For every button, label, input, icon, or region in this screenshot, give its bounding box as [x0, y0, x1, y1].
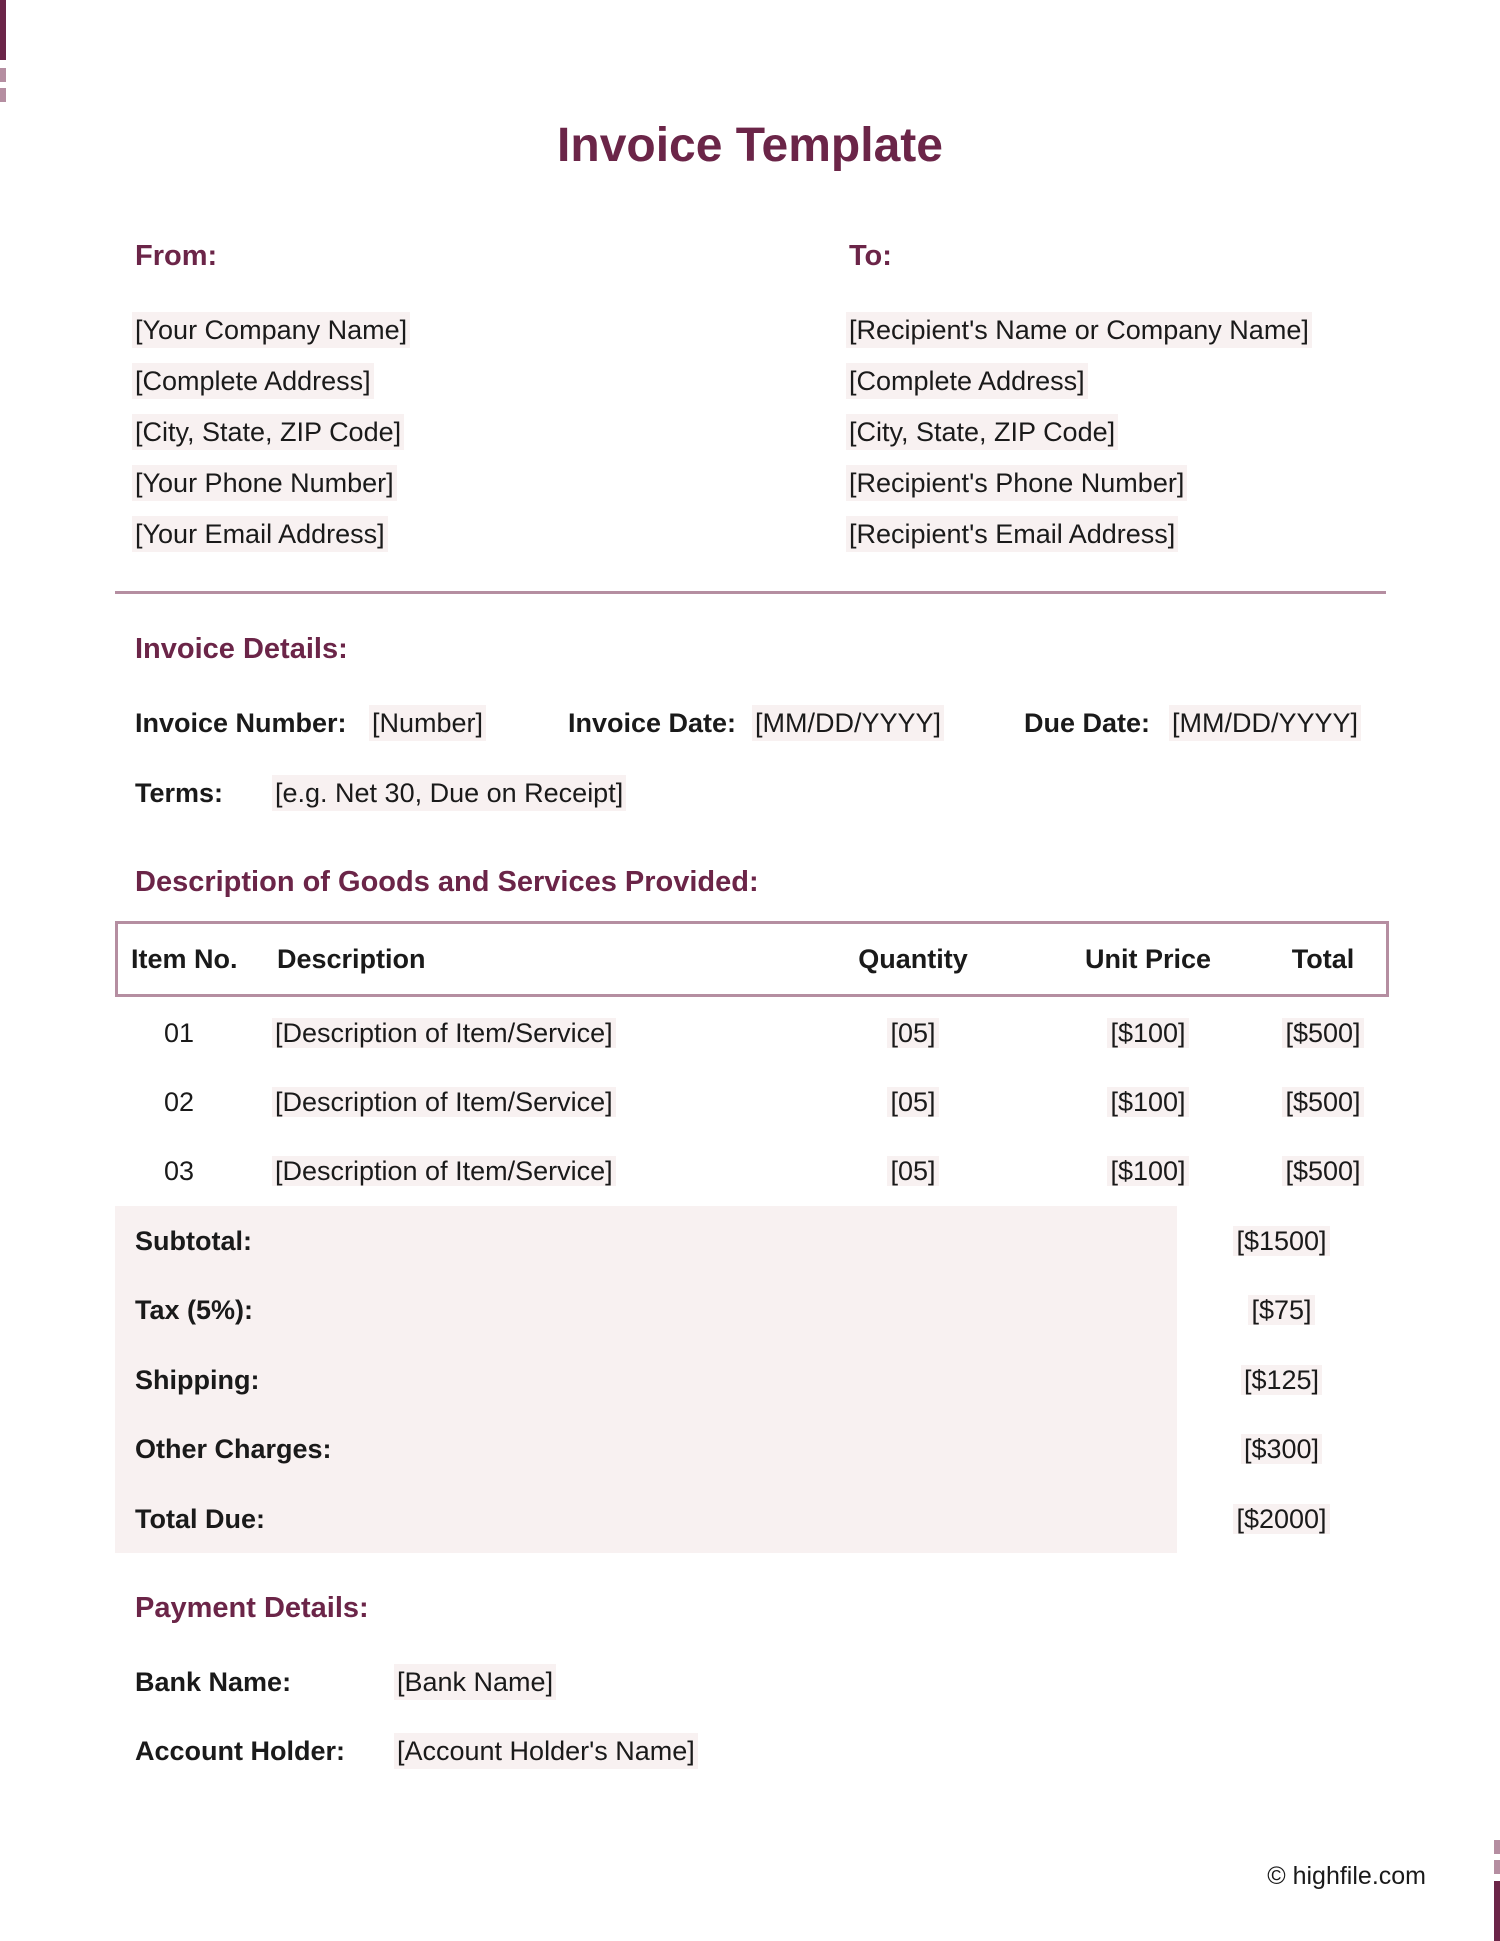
corner-decoration-top-left-dash — [0, 68, 6, 82]
quantity-field[interactable]: [05] — [887, 1087, 938, 1117]
description-cell[interactable] — [272, 998, 616, 1068]
unit-price-cell[interactable] — [1058, 998, 1238, 1068]
invoice-date-label: Invoice Date: — [568, 708, 737, 738]
from-address[interactable]: [Complete Address] — [132, 363, 374, 399]
to-heading: To: — [849, 240, 892, 272]
tax-label: Tax (5%): — [135, 1295, 254, 1325]
total-field[interactable]: [$500] — [1282, 1018, 1363, 1048]
corner-decoration-bottom-right-dash — [1494, 1860, 1500, 1874]
other-charges-label: Other Charges: — [135, 1434, 332, 1464]
goods-heading: Description of Goods and Services Provided: — [135, 866, 759, 898]
terms-field[interactable]: [e.g. Net 30, Due on Receipt] — [272, 775, 626, 811]
summary-row-total-due — [115, 1484, 1386, 1554]
column-header-quantity: Quantity — [858, 944, 968, 974]
corner-decoration-top-left — [0, 0, 6, 60]
other-charges-value[interactable] — [1177, 1414, 1386, 1484]
corner-decoration-bottom-right-dash — [1494, 1840, 1500, 1854]
invoice-details-heading: Invoice Details: — [135, 633, 348, 665]
unit-price-cell[interactable] — [1058, 1136, 1238, 1206]
unit-price-field[interactable]: [$100] — [1107, 1087, 1188, 1117]
bank-name-label: Bank Name: — [135, 1667, 292, 1697]
table-row — [115, 1067, 1386, 1137]
terms-label: Terms: — [135, 778, 224, 808]
due-date-field[interactable]: [MM/DD/YYYY] — [1169, 705, 1361, 741]
account-holder-field[interactable]: [Account Holder's Name] — [394, 1733, 698, 1769]
total-cell[interactable] — [1263, 998, 1383, 1068]
shipping-field[interactable]: [$125] — [1241, 1365, 1322, 1395]
total-due-field[interactable]: [$2000] — [1233, 1504, 1329, 1534]
summary-row-other-charges — [115, 1414, 1386, 1484]
column-header-description: Description — [277, 944, 426, 974]
section-divider — [115, 591, 1386, 594]
tax-value[interactable] — [1177, 1275, 1386, 1345]
total-cell[interactable] — [1263, 1136, 1383, 1206]
total-field[interactable]: [$500] — [1282, 1156, 1363, 1186]
invoice-number-label: Invoice Number: — [135, 708, 347, 738]
other-charges-field[interactable]: [$300] — [1241, 1434, 1322, 1464]
item-no-cell: 03 — [163, 1156, 195, 1186]
description-field[interactable]: [Description of Item/Service] — [272, 1018, 616, 1048]
bank-name-field[interactable]: [Bank Name] — [394, 1664, 556, 1700]
from-company-name[interactable]: [Your Company Name] — [132, 312, 410, 348]
subtotal-label: Subtotal: — [135, 1226, 252, 1256]
invoice-date-field[interactable]: [MM/DD/YYYY] — [752, 705, 944, 741]
to-city-state-zip[interactable]: [City, State, ZIP Code] — [846, 414, 1118, 450]
subtotal-field[interactable]: [$1500] — [1233, 1226, 1329, 1256]
total-field[interactable]: [$500] — [1282, 1087, 1363, 1117]
page-title: Invoice Template — [557, 119, 943, 172]
subtotal-value[interactable] — [1177, 1206, 1386, 1276]
shipping-label: Shipping: — [135, 1365, 260, 1395]
summary-row-tax — [115, 1275, 1386, 1345]
description-cell[interactable] — [272, 1136, 616, 1206]
item-no-cell: 01 — [163, 1018, 195, 1048]
table-header — [115, 921, 1389, 997]
due-date-label: Due Date: — [1024, 708, 1151, 738]
total-due-value[interactable] — [1177, 1484, 1386, 1554]
copyright-footer: © highfile.com — [1267, 1862, 1426, 1890]
from-phone[interactable]: [Your Phone Number] — [132, 465, 397, 501]
from-city-state-zip[interactable]: [City, State, ZIP Code] — [132, 414, 404, 450]
corner-decoration-top-left-dash — [0, 88, 6, 102]
from-email[interactable]: [Your Email Address] — [132, 516, 388, 552]
unit-price-field[interactable]: [$100] — [1107, 1018, 1188, 1048]
to-phone[interactable]: [Recipient's Phone Number] — [846, 465, 1187, 501]
total-cell[interactable] — [1263, 1067, 1383, 1137]
description-field[interactable]: [Description of Item/Service] — [272, 1156, 616, 1186]
to-address[interactable]: [Complete Address] — [846, 363, 1088, 399]
quantity-field[interactable]: [05] — [887, 1018, 938, 1048]
table-row — [115, 998, 1386, 1068]
invoice-number-field[interactable]: [Number] — [369, 705, 486, 741]
to-recipient-name[interactable]: [Recipient's Name or Company Name] — [846, 312, 1312, 348]
item-no-cell: 02 — [163, 1087, 195, 1117]
shipping-value[interactable] — [1177, 1345, 1386, 1415]
tax-field[interactable]: [$75] — [1248, 1295, 1314, 1325]
quantity-cell[interactable] — [853, 998, 973, 1068]
description-field[interactable]: [Description of Item/Service] — [272, 1087, 616, 1117]
summary-row-subtotal — [115, 1206, 1386, 1276]
column-header-item-no: Item No. — [131, 944, 238, 974]
payment-details-heading: Payment Details: — [135, 1592, 369, 1624]
quantity-field[interactable]: [05] — [887, 1156, 938, 1186]
column-header-total: Total — [1291, 944, 1355, 974]
quantity-cell[interactable] — [853, 1136, 973, 1206]
from-heading: From: — [135, 240, 218, 272]
summary-row-shipping — [115, 1345, 1386, 1415]
unit-price-field[interactable]: [$100] — [1107, 1156, 1188, 1186]
quantity-cell[interactable] — [853, 1067, 973, 1137]
description-cell[interactable] — [272, 1067, 616, 1137]
column-header-unit-price: Unit Price — [1084, 944, 1212, 974]
unit-price-cell[interactable] — [1058, 1067, 1238, 1137]
account-holder-label: Account Holder: — [135, 1736, 346, 1766]
corner-decoration-bottom-right — [1494, 1881, 1500, 1941]
table-row — [115, 1136, 1386, 1206]
to-email[interactable]: [Recipient's Email Address] — [846, 516, 1178, 552]
total-due-label: Total Due: — [135, 1504, 265, 1534]
